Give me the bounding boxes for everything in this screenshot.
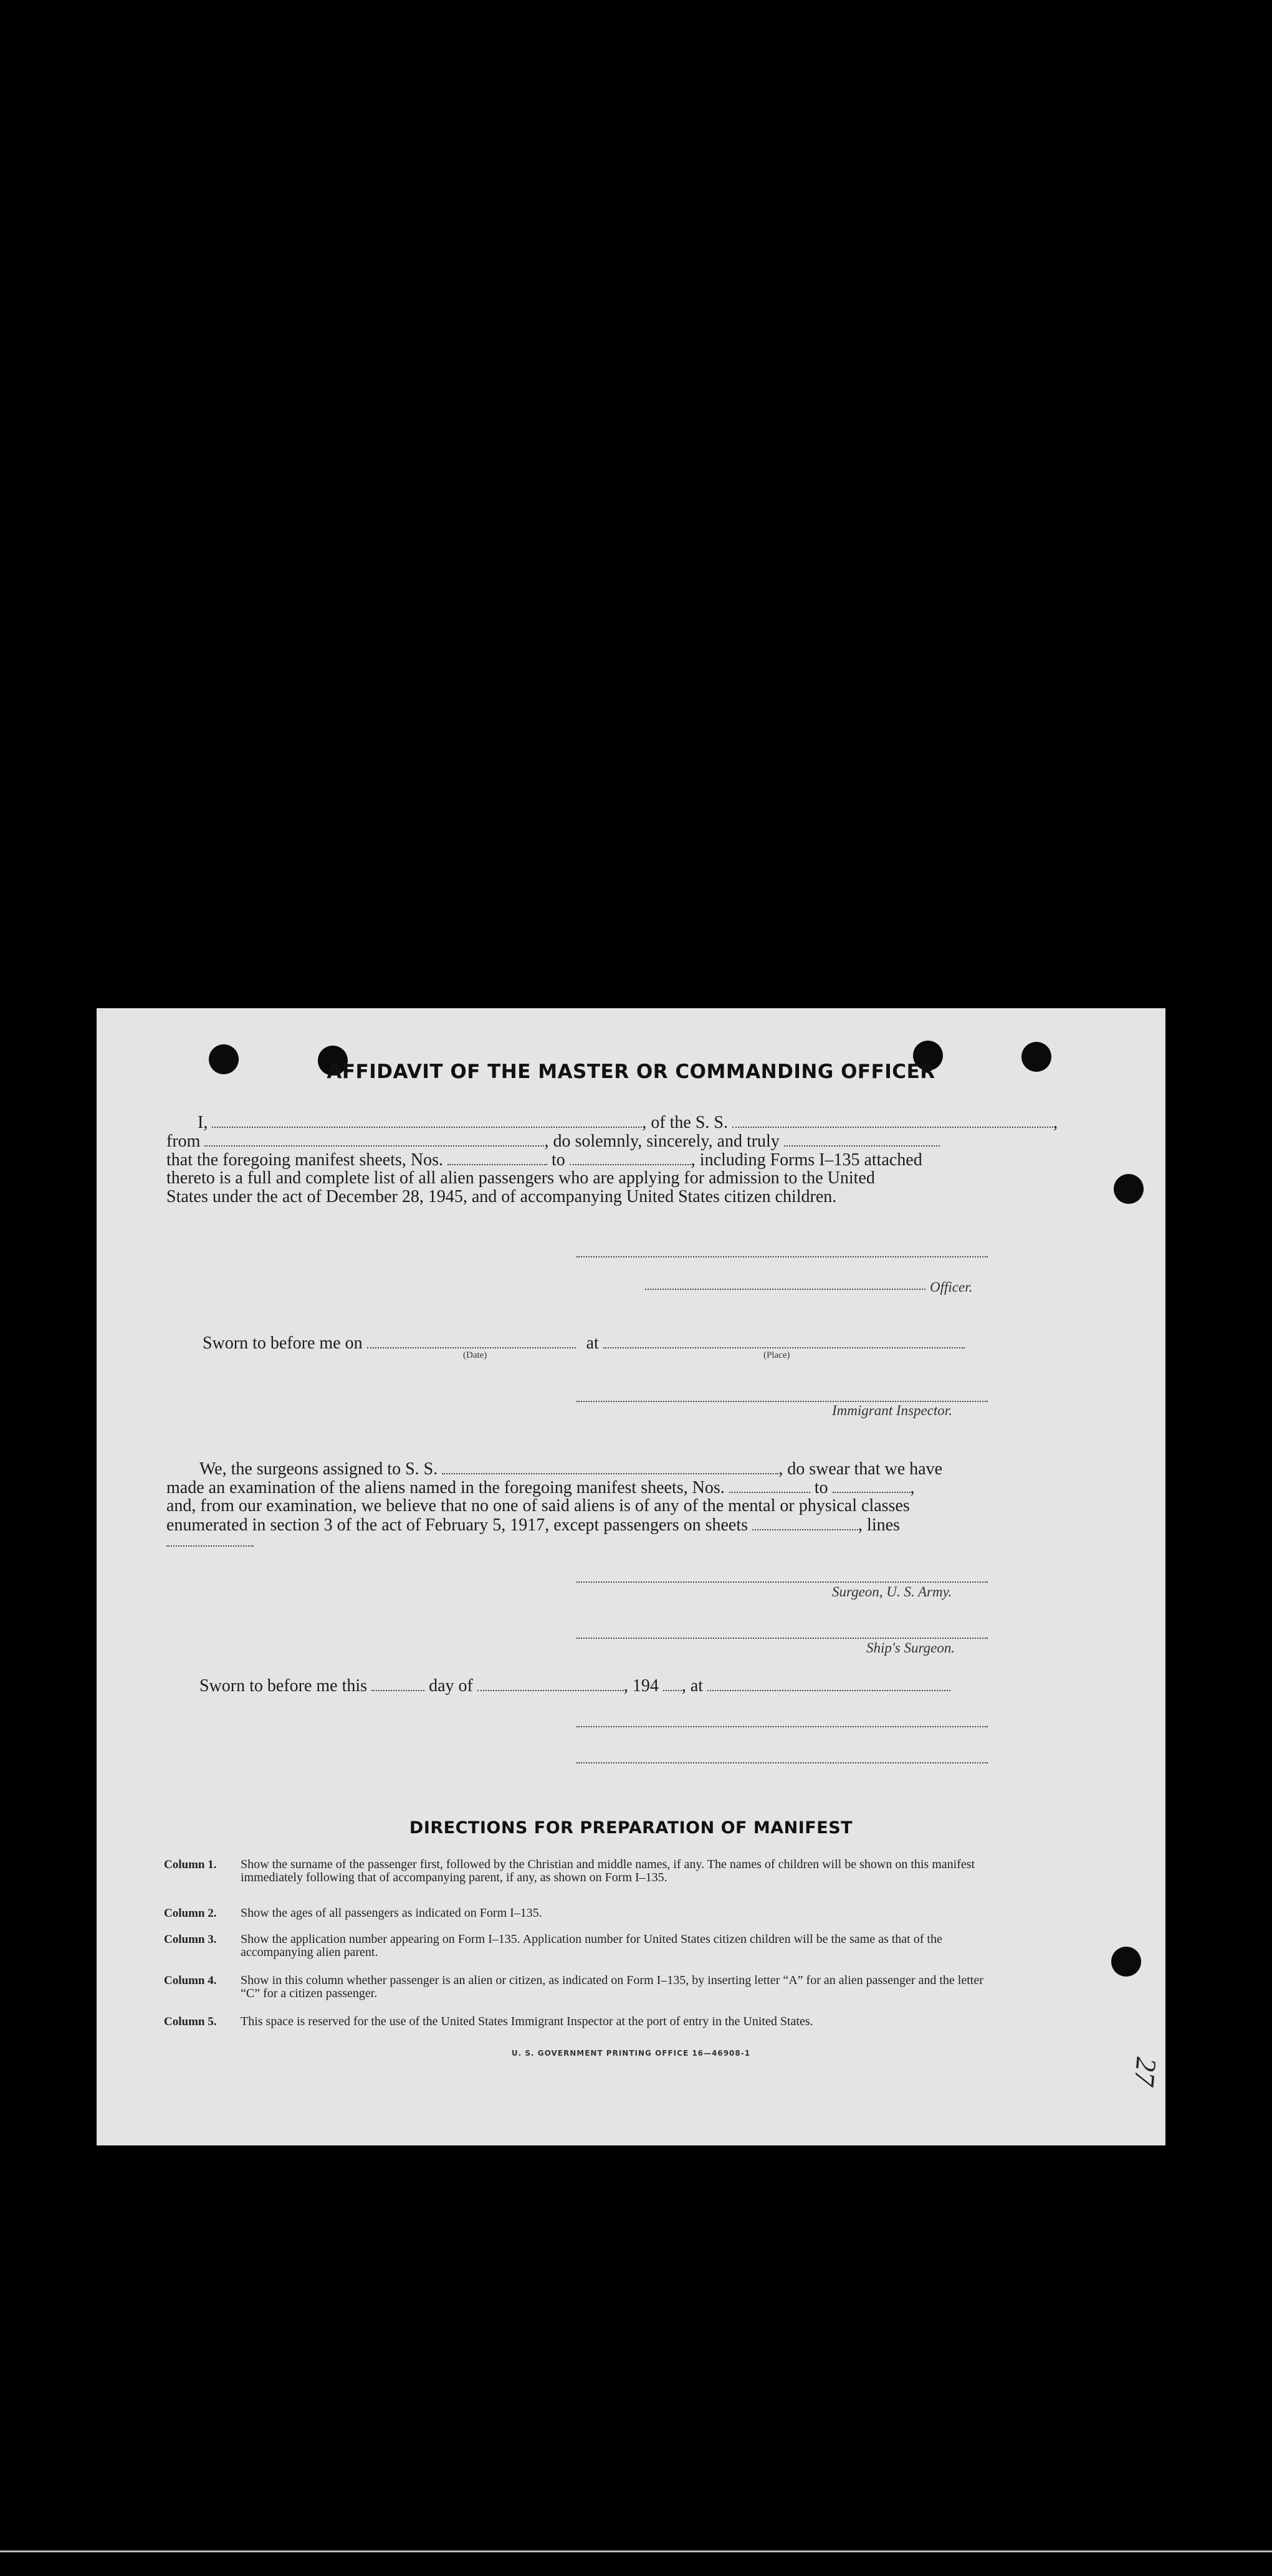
officer-label: Officer. [930,1279,973,1295]
directions-title: DIRECTIONS FOR PREPARATION OF MANIFEST [409,1818,853,1838]
printer-imprint: U. S. GOVERNMENT PRINTING OFFICE 16—46908-1 [511,2049,751,2058]
surgeons-line-1: We, the surgeons assigned to S. S. , do swear that we have [199,1459,943,1479]
sheet-to-blank[interactable] [570,1150,691,1165]
surgeons-line-2: made an examination of the aliens named in the foregoing manifest sheets, Nos. to , [166,1478,915,1497]
surgeon-sheet-from-blank[interactable] [729,1478,810,1493]
sworn-place-blank-2[interactable] [707,1676,950,1691]
inspector-signature-line-3[interactable] [576,1762,988,1763]
inspector-label: Immigrant Inspector. [832,1403,952,1418]
army-surgeon-signature-line[interactable] [576,1581,988,1583]
lines-blank[interactable] [166,1545,254,1547]
master-line-2: from , do solemnly, sincerely, and truly [166,1132,940,1151]
surgeons-line-3: and, from our examination, we believe that no one of said aliens is of any of the mental or physical classes [166,1496,910,1515]
date-caption: (Date) [463,1350,487,1360]
direction-column-1: Column 1. Show the surname of the passenger first, followed by the Christian and middle names, if any. The names of children will be shown on this manifest immediately following that of accompanying parent, if any, as shown on Form I–135. [164,1858,975,1884]
punch-hole [1111,1947,1141,1977]
direction-column-3: Column 3. Show the application number appearing on Form I–135. Application number for United States citizen children will be the same as that of the accompanying alien parent. [164,1932,942,1959]
master-name-blank[interactable] [212,1113,642,1128]
officer-signature-line-1[interactable] [576,1256,988,1257]
surgeons-line-4: enumerated in section 3 of the act of February 5, 1917, except passengers on sheets , lines [166,1515,900,1535]
master-line-3: that the foregoing manifest sheets, Nos. to , including Forms I–135 attached [166,1150,922,1170]
handwritten-page-number: 27 [1128,2056,1163,2087]
ship-surgeon-signature-line[interactable] [576,1638,988,1639]
master-line-1: I, , of the S. S. , [198,1113,1058,1132]
inspector-signature-line[interactable] [576,1401,988,1402]
except-sheets-blank[interactable] [752,1515,858,1530]
ship-name-blank[interactable] [732,1113,1053,1128]
officer-signature-line-2[interactable] [645,1289,925,1290]
punch-hole [1114,1174,1144,1204]
place-caption: (Place) [763,1350,790,1360]
surgeon-sheet-to-blank[interactable] [833,1478,911,1493]
sworn-year-blank[interactable] [663,1676,682,1691]
affidavit-title: AFFIDAVIT OF THE MASTER OR COMMANDING OFFICER [327,1061,935,1083]
direction-column-2: Column 2. Show the ages of all passengers as indicated on Form I–135. [164,1906,542,1920]
master-line-4: thereto is a full and complete list of all alien passengers who are applying for admission to the United [166,1168,875,1188]
from-port-blank[interactable] [204,1132,544,1147]
direction-column-4: Column 4. Show in this column whether passenger is an alien or citizen, as indicated on Form I–135, by inserting letter “A” for an alien passenger and the letter “C” for a citizen passenger. [164,1973,983,2000]
film-edge-line [0,2550,1272,2552]
army-surgeon-label: Surgeon, U. S. Army. [832,1584,952,1600]
form-page [97,1008,1165,2145]
surgeon-ship-blank[interactable] [442,1459,778,1474]
surgeons-sworn-line: Sworn to before me this day of , 194 , at [199,1676,950,1696]
sheet-from-blank[interactable] [447,1150,547,1165]
from-extra-blank[interactable] [784,1132,940,1147]
direction-column-5: Column 5. This space is reserved for the use of the United States Immigrant Inspector at the port of entry in the United States. [164,2015,813,2028]
sworn-date-blank[interactable] [367,1333,576,1348]
sworn-day-blank[interactable] [371,1676,424,1691]
ship-surgeon-label: Ship's Surgeon. [866,1640,955,1656]
master-line-5: States under the act of December 28, 1945, and of accompanying United States citizen children. [166,1187,837,1206]
sworn-month-blank[interactable] [477,1676,624,1691]
inspector-sworn-line: Sworn to before me on at [203,1333,965,1353]
sworn-place-blank[interactable] [603,1333,965,1348]
inspector-signature-line-2[interactable] [576,1726,988,1727]
